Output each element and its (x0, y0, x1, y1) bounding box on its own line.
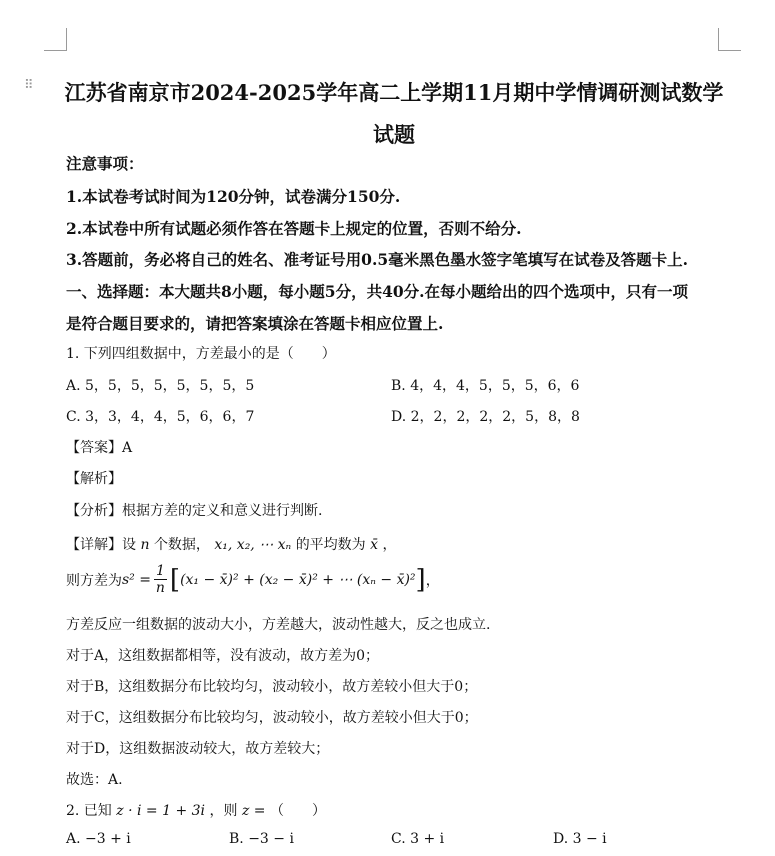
q1-conclusion: 故选：A. (66, 772, 123, 788)
notice-item-1: 1.本试卷考试时间为120分钟，试卷满分150分. (66, 187, 401, 206)
formula-numerator: 1 (155, 563, 165, 579)
drag-handle-icon[interactable]: ⠿ (24, 78, 33, 93)
q2-stem-end: （ ） (269, 803, 326, 819)
q1-stem: 1. 下列四组数据中，方差最小的是（ ） (66, 346, 336, 362)
crop-mark-top-right (718, 28, 741, 51)
q1-option-d: D. 2，2，2，2，2，5，8，8 (391, 409, 580, 425)
q2-stem-math: z · i = 1 + 3i (116, 803, 206, 819)
formula-prefix: 则方差为 (66, 572, 122, 589)
q2-option-b: B. −3 − i (229, 831, 294, 847)
q2-option-c: C. 3 + i (391, 831, 445, 847)
q2-stem-z: z = (241, 803, 266, 819)
q1-detail-mid: 个数据， (153, 537, 210, 553)
formula-denominator: n (155, 580, 165, 596)
formula-end: ， (425, 572, 440, 589)
q1-answer: 【答案】A (66, 440, 133, 456)
q1-detail-vars: x₁, x₂, ⋯ xₙ (214, 537, 292, 553)
q1-explain-5: 对于D，这组数据波动较大，故方差较大； (66, 741, 330, 757)
notice-heading: 注意事项： (66, 154, 144, 173)
document-title: 江苏省南京市2024-2025学年高二上学期11月期中学情调研测试数学试题 (64, 80, 724, 147)
q2-option-a: A. −3 + i (66, 831, 131, 847)
section-heading-line-2: 是符合题目要求的，请把答案填涂在答题卡相应位置上. (66, 314, 444, 333)
q1-detail-mean: x̄ (370, 537, 379, 553)
formula-bracket-left: [ (169, 564, 181, 595)
formula-body: (x₁ − x̄)² + (x₂ − x̄)² + ⋯ (xₙ − x̄)² (180, 571, 416, 588)
q1-fenxi: 【分析】根据方差的定义和意义进行判断. (66, 503, 323, 519)
q2-stem (66, 800, 326, 820)
q1-explain-4: 对于C，这组数据分布比较均匀，波动较小，故方差较小但大于0； (66, 710, 478, 726)
notice-item-3: 3.答题前，务必将自己的姓名、准考证号用0.5毫米黑色墨水签字笔填写在试卷及答题卡上. (66, 250, 689, 269)
formula-fraction (154, 563, 167, 596)
q1-detail (66, 534, 397, 554)
formula-bracket-right: ] (415, 564, 426, 595)
q2-option-d: D. 3 − i (553, 831, 607, 847)
q1-explain-1: 方差反应一组数据的波动大小，方差越大，波动性越大，反之也成立. (66, 617, 491, 633)
q1-option-a: A. 5，5，5，5，5，5，5，5 (66, 378, 255, 394)
q1-detail-suffix: 的平均数为 (295, 537, 366, 553)
section-heading-line-1: 一、选择题：本大题共8小题，每小题5分，共40分.在每小题给出的四个选项中，只有一项 (66, 282, 689, 301)
q1-analysis-label: 【解析】 (66, 471, 122, 487)
q1-explain-3: 对于B，这组数据分布比较均匀，波动较小，故方差较小但大于0； (66, 679, 478, 695)
q1-detail-n: n (140, 537, 150, 553)
q1-detail-end: ， (382, 537, 397, 553)
q1-option-c: C. 3，3，4，4，5，6，6，7 (66, 409, 255, 425)
crop-mark-top-left (44, 28, 67, 51)
q1-option-b: B. 4，4，4，5，5，5，6，6 (391, 378, 580, 394)
q2-stem-prefix: 2. 已知 (66, 803, 112, 819)
notice-item-2: 2.本试卷中所有试题必须作答在答题卡上规定的位置，否则不给分. (66, 219, 522, 238)
formula-lhs: s² = (122, 571, 151, 588)
variance-formula (66, 563, 440, 596)
q1-detail-prefix: 【详解】设 (66, 537, 136, 553)
q2-stem-mid: ，则 (209, 803, 238, 819)
q1-explain-2: 对于A，这组数据都相等，没有波动，故方差为0； (66, 648, 380, 664)
